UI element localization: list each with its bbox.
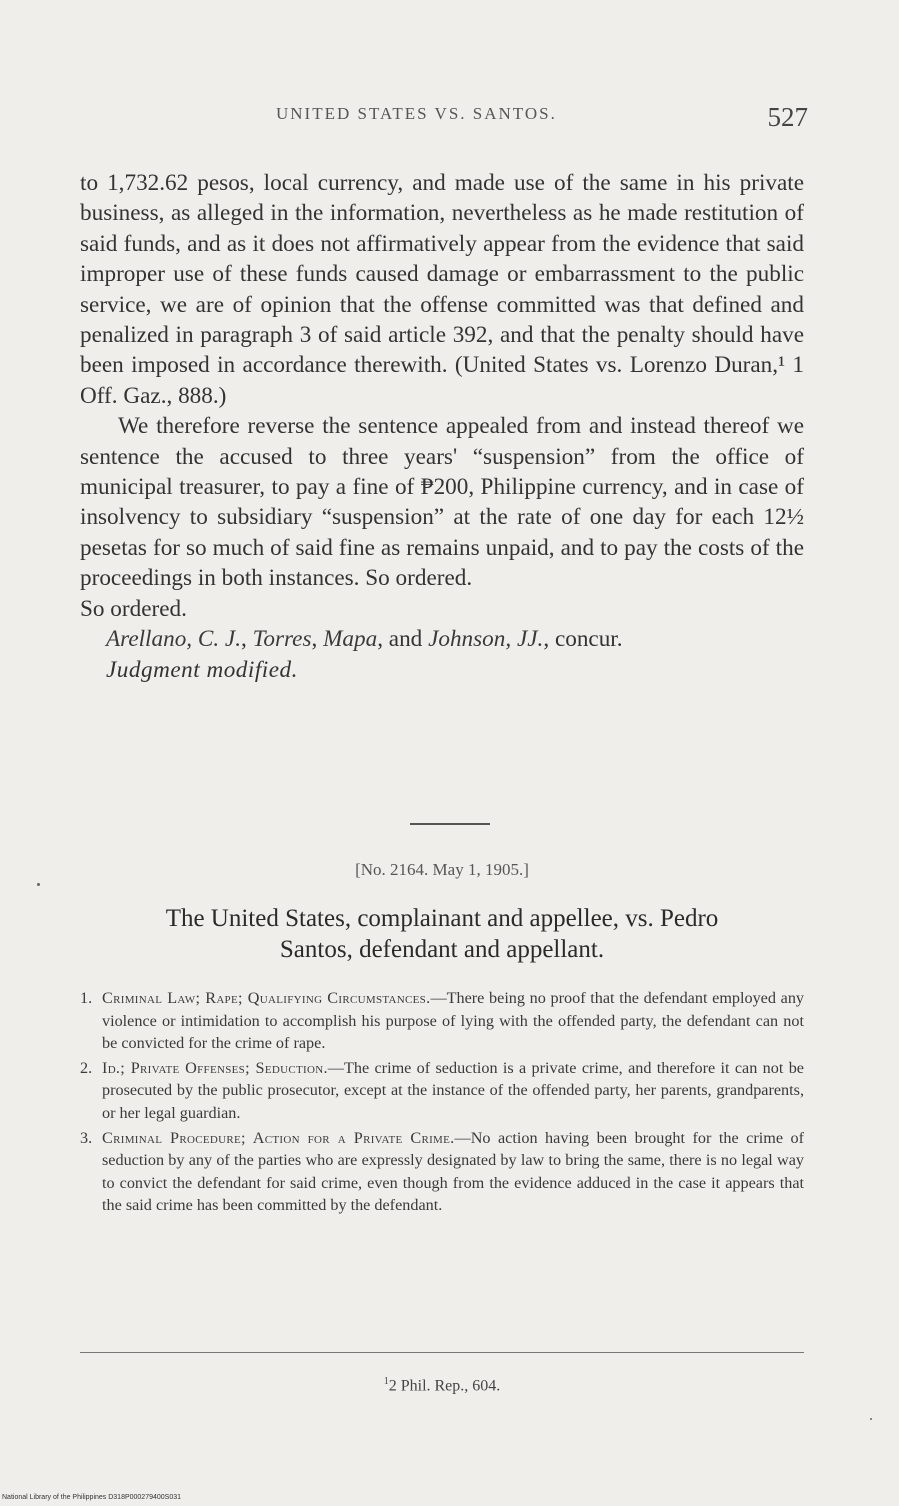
scan-credit: National Library of the Philippines D318P000279400S031 xyxy=(2,1494,182,1501)
headnote-number: 2. xyxy=(80,1058,93,1077)
opinion-text xyxy=(80,168,804,685)
scan-speck xyxy=(37,883,40,886)
syllabus xyxy=(80,987,804,1219)
headnote-heading: Id.; Private Offenses; Seduction. xyxy=(102,1058,328,1077)
opinion-paragraph-2: We therefore reverse the sentence appealed from and instead thereof we sentence the accused to three years' “suspension” from the office of municipal treasurer, to pay a fine of ₱200, Philippine currency, and in case of insolvency to subsidiary “suspension” at the rate of one day for each 12½ pesetas for so much of said fine as remains unpaid, and to pay the costs of the proceedings in both instances. So ordered. xyxy=(80,413,804,592)
headnote-text: —There being no proof that the defendant employed any violence or intimidation to accomplish his purpose of lying with the offended party, the defendant can not be convicted for the crime of rape. xyxy=(102,989,805,1053)
concurring-justices xyxy=(80,624,804,654)
headnote-1 xyxy=(80,987,804,1055)
headnote-number: 3. xyxy=(80,1128,93,1147)
headnote-3 xyxy=(80,1127,804,1217)
footnote-text: 2 Phil. Rep., 604. xyxy=(388,1377,501,1395)
justice-name: Johnson, JJ. xyxy=(428,626,544,653)
headnote-2 xyxy=(80,1057,804,1125)
justice-name: Arellano, C. J. xyxy=(106,626,242,653)
headnote-heading: Criminal Law; Rape; Qualifying Circumstances. xyxy=(102,989,431,1007)
headnote-text: —The crime of seduction is a private crime, and therefore it can not be prosecuted by the public prosecutor, except at the instance of the offended party, her parents, grandparents, or her legal guardian. xyxy=(102,1058,804,1122)
headnote-text: —No action having been brought for the crime of seduction by any of the parties who are expressly designated by law to bring the same, there is no legal way to convict the defendant for said crime, even though from the evidence adduced in the case it appears that the said crime has been committed by the defendant. xyxy=(102,1128,804,1215)
opinion-paragraph-1: to 1,732.62 pesos, local currency, and made use of the same in his private business, as alleged in the information, nevertheless as he made restitution of said funds, and as it does not affirmatively appear from the evidence that said improper use of these funds caused damage or embarrassment to the public service, we are of opinion that the offense committed was that defined and penalized in paragraph 3 of said article 392, and that the penalty should have been imposed in accordance therewith. (United States vs. Lorenzo Duran,¹ 1 Off. Gaz., 888.) xyxy=(80,170,804,409)
running-title: UNITED STATES VS. SANTOS. xyxy=(276,104,557,123)
justice-name: Mapa xyxy=(323,626,378,653)
page-number: 527 xyxy=(767,102,808,132)
separator: , and xyxy=(377,626,429,653)
headnote-heading: Criminal Procedure; Action for a Private Crime. xyxy=(102,1128,455,1147)
footnote-marker: 1 xyxy=(383,1376,389,1387)
headnote-number: 1. xyxy=(80,989,93,1007)
so-ordered-line: So ordered. xyxy=(80,595,187,622)
case-title-line-2: Santos, defendant and appellant. xyxy=(279,936,605,963)
case-title xyxy=(80,903,804,965)
case-title-line-1: The United States, complainant and appellee, vs. Pedro xyxy=(165,905,719,932)
running-head xyxy=(80,98,810,138)
concur-text: , concur. xyxy=(543,626,623,653)
judgment-line: Judgment modified. xyxy=(106,656,298,683)
docket-number: [No. 2164. May 1, 1905.] xyxy=(355,860,529,879)
section-divider xyxy=(410,823,490,825)
separator: , xyxy=(311,626,324,653)
footnote xyxy=(80,1376,804,1395)
separator: , xyxy=(241,626,253,653)
justice-name: Torres xyxy=(252,626,312,653)
scan-speck xyxy=(870,1418,872,1420)
footnote-divider xyxy=(80,1352,804,1353)
